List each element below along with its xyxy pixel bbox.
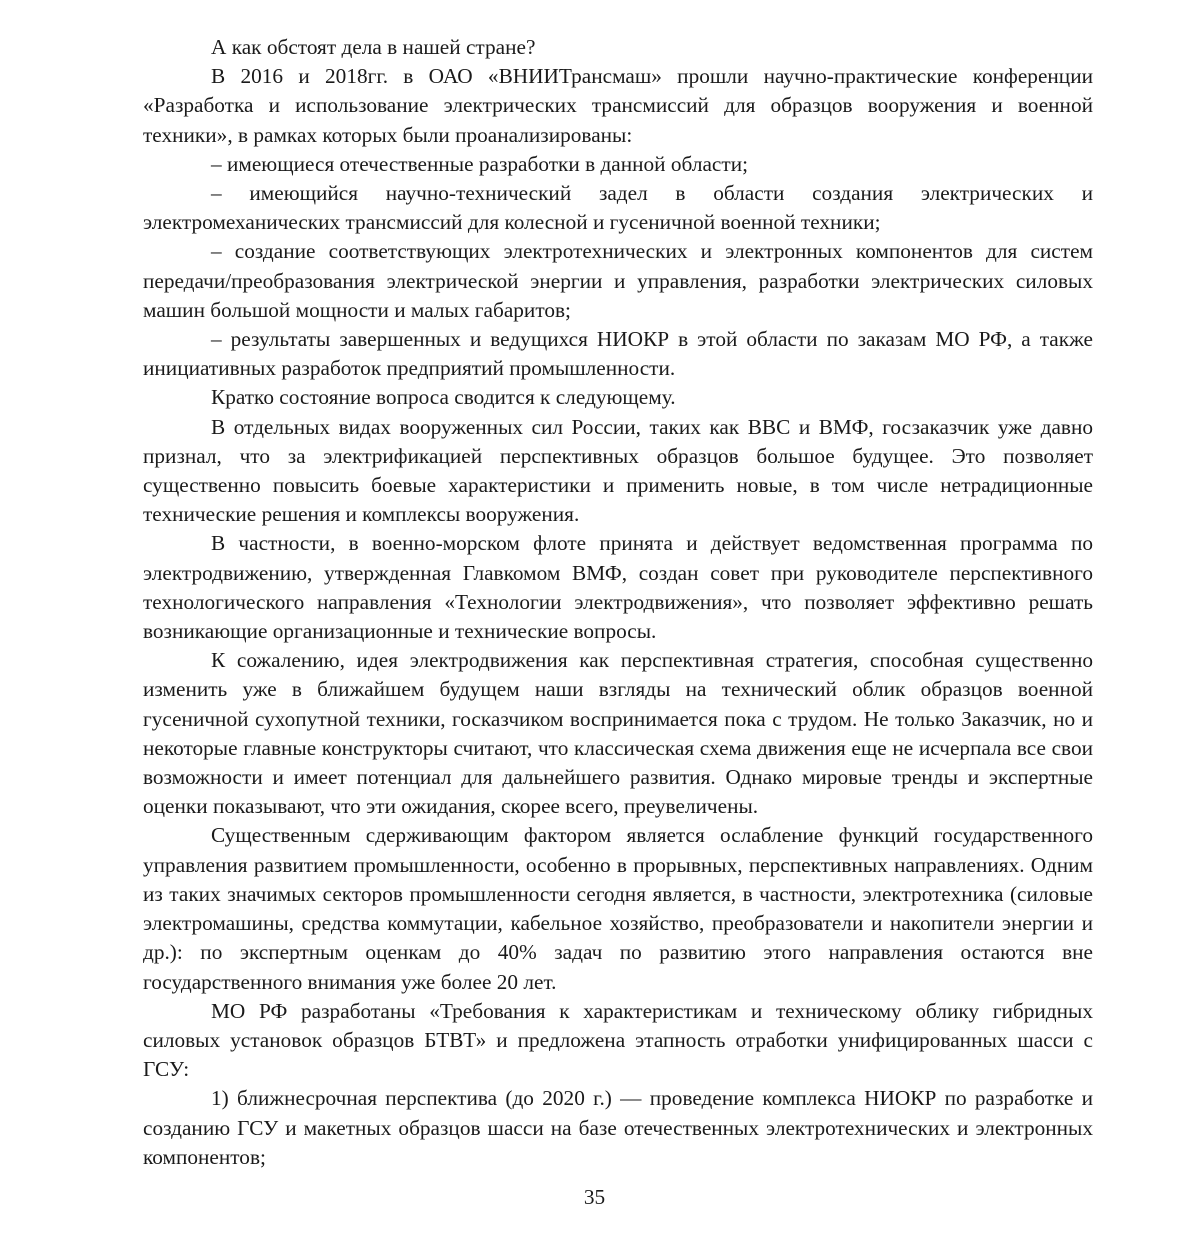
list-item-components: – создание соответствующих электротехнических и электронных компонентов для систем передачи/преобразования электрической энергии и управления, разработки электрических силовых машин большой мощности и малых габаритов; [143, 239, 1093, 322]
paragraph-regret: К сожалению, идея электродвижения как перспективная стратегия, способная существенно изменить уже в ближайшем будущем наши взгляды на технический облик образцов военной гусеничной сухопутной техники, госказчиком воспринимается пока с трудом. Не только Заказчик, но и некоторые главные конструкторы считают, что классическая схема движения еще не исчерпала все свои возможности и имеет потенциал для дальнейшего развития. Однако мировые тренды и экспертные оценки показывают, что эти ожидания, скорее всего, преувеличены. [143, 648, 1093, 819]
page-number: 35 [583, 1185, 606, 1209]
paragraph-question: А как обстоят дела в нашей стране? [211, 35, 536, 59]
list-item-domestic-developments: – имеющиеся отечественные разработки в данной области; [211, 151, 749, 176]
list-item-technical-groundwork: – имеющийся научно-технический задел в области создания электрических и электромеханических трансмиссий для колесной и гусеничной военной техники; [143, 181, 1093, 235]
paragraph-armed-forces: В отдельных видах вооруженных сил России, таких как ВВС и ВМФ, госзаказчик уже давно признал, что за электрификацией перспективных образцов большое будущее. Это позволяет существенно повысить боевые характеристики и применить новые, в том числе нетрадиционные технические решения и комплексы вооружения. [143, 414, 1093, 527]
paragraph-conferences: В 2016 и 2018гг. в ОАО «ВНИИТрансмаш» прошли научно-практические конференции «Разработка и использование электрических трансмиссий для образцов вооружения и военной техники», в рамках которых были проанализированы: [143, 64, 1093, 147]
list-item-niokr-results: – результаты завершенных и ведущихся НИОКР в этой области по заказам МО РФ, а также инициативных разработок предприятий промышленности. [143, 327, 1093, 381]
document-page [143, 33, 1093, 1172]
paragraph-summary-intro: Кратко состояние вопроса сводится к следующему. [211, 385, 676, 410]
paragraph-requirements: МО РФ разработаны «Требования к характеристикам и техническому облику гибридных силовых установок образцов БТВТ» и предложена этапность отработки унифицированных шасси с ГСУ: [143, 998, 1093, 1082]
list-item-short-term: 1) ближнесрочная перспектива (до 2020 г.) — проведение комплекса НИОКР по разработке и созданию ГСУ и макетных образцов шасси на базе отечественных электротехнических и электронных компонентов; [143, 1086, 1093, 1169]
paragraph-constraint: Существенным сдерживающим фактором является ослабление функций государственного управления развитием промышленности, особенно в прорывных, перспективных направлениях. Одним из таких значимых секторов промышленности сегодня является, в частности, электротехника (силовые электромашины, средства коммутации, кабельное хозяйство, преобразователи и накопители энергии и др.): по экспертным оценкам до 40% задач по развитию этого направления остаются вне государственного внимания уже более 20 лет. [143, 823, 1093, 994]
paragraph-navy: В частности, в военно-морском флоте принята и действует ведомственная программа по электродвижению, утвержденная Главкомом ВМФ, создан совет при руководителе перспективного технологического направления «Технологии электродвижения», что позволяет эффективно решать возникающие организационные и технические вопросы. [143, 531, 1093, 644]
